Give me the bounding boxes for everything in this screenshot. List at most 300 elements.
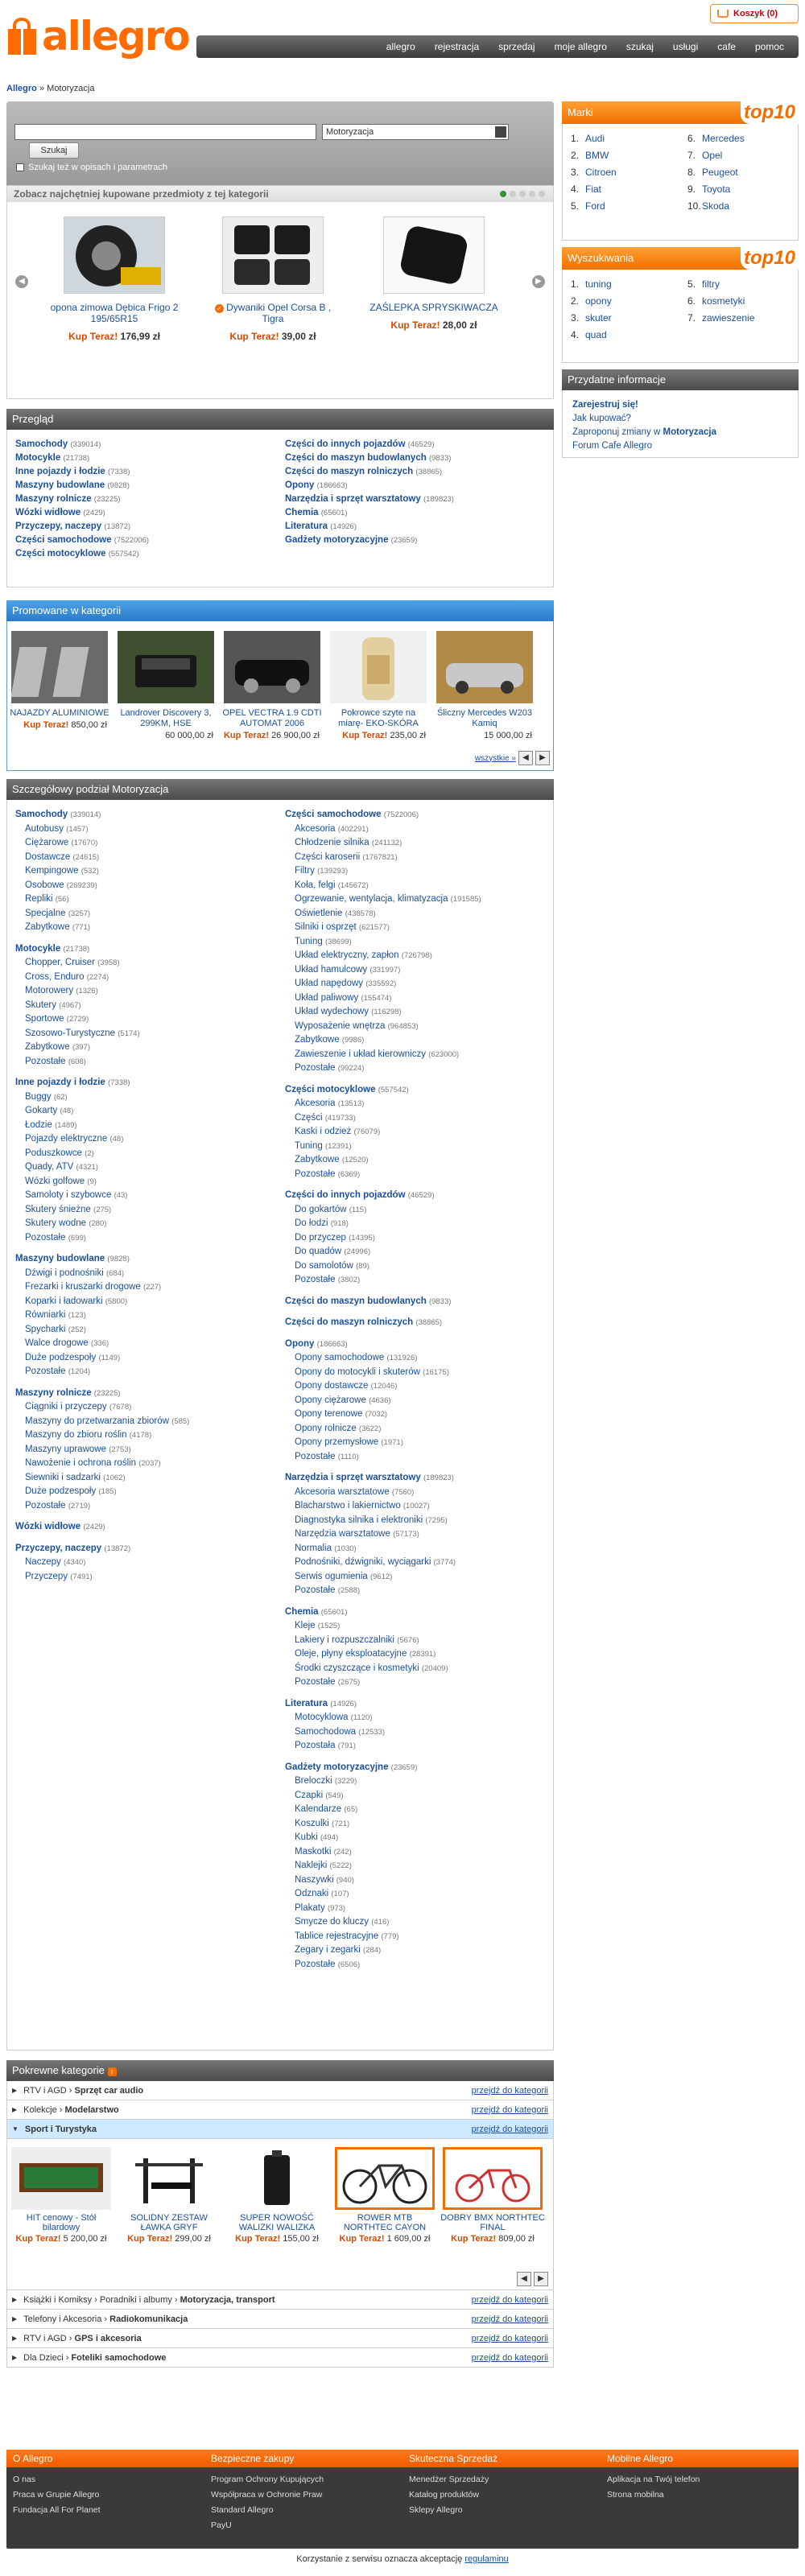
detail-category-link[interactable]: Maszyny rolnicze (23225)	[15, 1387, 121, 1398]
detail-subcategory-link[interactable]: Normalia (1030)	[295, 1543, 357, 1553]
detail-category-link[interactable]: Chemia (65601)	[285, 1606, 348, 1617]
detail-subcategory-link[interactable]: Samochodowa (12533)	[295, 1726, 386, 1737]
footer-link[interactable]: Program Ochrony Kupujących	[211, 2475, 324, 2484]
detail-subcategory-link[interactable]: Koła, felgi (145672)	[295, 880, 369, 890]
detail-subcategory-link[interactable]: Kaski i odzież (76079)	[295, 1127, 381, 1136]
detail-group	[285, 808, 551, 1076]
buy-now-label: Kup Teraz!	[68, 331, 118, 342]
nav-allegro[interactable]: allegro	[386, 41, 415, 52]
detail-subcategory-link[interactable]: Quady, ATV (4321)	[25, 1162, 98, 1172]
detail-subcategory-link[interactable]: Naklejki (5222)	[295, 1861, 352, 1870]
detail-subcategory-link[interactable]: Kubki (494)	[295, 1832, 339, 1842]
detail-subcategory-link[interactable]: Sportowe (2729)	[25, 1014, 89, 1024]
detail-subcategory-link[interactable]: Pozostałe (3802)	[295, 1275, 361, 1284]
detail-subcategory-link[interactable]: Do gokartów (115)	[295, 1204, 367, 1214]
top10-badge: top10	[741, 247, 799, 270]
product-image-washer-cap[interactable]	[383, 216, 485, 294]
detail-subcategory-link[interactable]: Maskotki (242)	[295, 1846, 352, 1857]
top-search-item[interactable]: 2. opony	[571, 295, 612, 307]
detail-subcategory-link[interactable]: Spycharki (252)	[25, 1324, 86, 1334]
detail-subcategory-link[interactable]: Skutery śnieżne (275)	[25, 1204, 112, 1214]
sport-item[interactable]	[225, 2147, 329, 2244]
footer-link[interactable]: PayU	[211, 2520, 232, 2530]
promo-pager	[475, 751, 550, 765]
image-bmx-bike[interactable]	[443, 2147, 543, 2210]
overview-link[interactable]: Narzędzia i sprzęt warsztatowy (189823)	[285, 494, 454, 504]
product-price: 176,99 zł	[120, 331, 160, 342]
footer-heading: Skuteczna Sprzedaż	[409, 2453, 498, 2464]
detail-subcategory-link[interactable]: Kalendarze (65)	[295, 1804, 358, 1814]
nav-szukaj[interactable]: szukaj	[625, 41, 654, 52]
nav-sprzedaj[interactable]: sprzedaj	[498, 41, 535, 52]
footer-link[interactable]: Aplikacja na Twój telefon	[607, 2475, 700, 2484]
promo-image-ramps[interactable]	[11, 631, 108, 703]
top-search-item[interactable]: 7. zawieszenie	[687, 312, 755, 324]
detail-category-link[interactable]: Przyczepy, naczepy (13872)	[15, 1543, 131, 1553]
detail-subcategory-link[interactable]: Blacharstwo i lakiernictwo (10027)	[295, 1501, 430, 1511]
top-search-item[interactable]: 3. skuter	[571, 312, 612, 324]
buy-now-label: Kup Teraz!	[15, 2234, 61, 2244]
detail-subcategory-link[interactable]: Duże podzespoły (185)	[25, 1486, 117, 1496]
overview-link[interactable]: Samochody (339014)	[15, 439, 101, 449]
next-button[interactable]: ▶	[534, 2272, 548, 2286]
product-name-row[interactable]	[204, 302, 341, 324]
detail-subcategory-link[interactable]: Pozostałe (608)	[25, 1056, 86, 1066]
detail-subcategory-link[interactable]: Pozostała (791)	[295, 1741, 356, 1750]
detail-subcategory-link[interactable]: Pozostałe (6506)	[295, 1959, 361, 1969]
related-row[interactable]: ▶ Telefony i Akcesoria › Radiokomunikacja przejdź do kategorii	[6, 2310, 554, 2329]
detail-subcategory-link[interactable]: Równiarki (123)	[25, 1310, 86, 1320]
detail-category-link[interactable]: Opony (186663)	[285, 1338, 348, 1349]
carousel-next-button[interactable]: ▶	[532, 275, 545, 288]
overview-link[interactable]: Opony (186663)	[285, 480, 348, 490]
detail-subcategory-link[interactable]: Układ wydechowy (116298)	[295, 1007, 402, 1016]
footer-link[interactable]: Standard Allegro	[211, 2505, 274, 2515]
promo-name[interactable]: NAJAZDY ALUMINIOWE	[10, 708, 109, 718]
sport-name[interactable]: SUPER NOWOŚĆ WALIZKI WALIZKA	[238, 2213, 316, 2232]
detail-subcategory-link[interactable]: Ciągniki i przyczepy (7678)	[25, 1402, 132, 1412]
top-brand-item[interactable]: 10.Skoda	[687, 200, 730, 212]
nav-uslugi[interactable]: usługi	[672, 41, 699, 52]
detail-subcategory-link[interactable]: Repliki (56)	[25, 894, 69, 904]
top-search-item[interactable]: 5. filtry	[687, 278, 720, 290]
register-link[interactable]: Zarejestruj się!	[572, 400, 638, 410]
detail-subcategory-link[interactable]: Maszyny do zbioru roślin (4178)	[25, 1430, 152, 1440]
detail-subcategory-link[interactable]: Zabytkowe (397)	[25, 1042, 90, 1052]
carousel-dot[interactable]	[529, 191, 535, 197]
footer-link[interactable]: O nas	[13, 2475, 36, 2484]
related-row[interactable]: ▶ RTV i AGD › Sprzęt car audio przejdź do kategorii	[6, 2081, 554, 2100]
go-to-category-link[interactable]: przejdź do kategorii	[471, 2333, 548, 2343]
detail-subcategory-link[interactable]: Motocyklowa (1120)	[295, 1713, 373, 1722]
sport-name[interactable]: SOLIDNY ZESTAW ŁAWKA GRYF	[130, 2213, 208, 2232]
detail-category-link[interactable]: Maszyny budowlane (9828)	[15, 1254, 130, 1263]
detail-subcategory-link[interactable]: Dostawcze (24615)	[25, 851, 100, 862]
promoted-item[interactable]	[434, 631, 535, 740]
related-row[interactable]: ▶ Książki i Komiksy › Poradniki i albumy › Motoryzacja, transport przejdź do kategorii	[6, 2290, 554, 2310]
promo-image-seat-covers[interactable]	[330, 631, 427, 703]
detail-subcategory-link[interactable]: Łodzie (1489)	[25, 1119, 77, 1130]
detail-subcategory-link[interactable]: Opony rolnicze (3622)	[295, 1423, 382, 1433]
top-brand-item[interactable]: 6. Mercedes	[687, 133, 745, 144]
bestseller-item[interactable]	[204, 216, 341, 342]
footer-link[interactable]: Współpraca w Ochronie Praw	[211, 2490, 323, 2500]
detail-subcategory-link[interactable]: Tuning (12391)	[295, 1140, 352, 1151]
overview-link[interactable]: Chemia (65601)	[285, 508, 348, 517]
buy-now-label: Kup Teraz!	[390, 319, 440, 331]
detail-category-link[interactable]: Części do innych pojazdów (46529)	[285, 1190, 435, 1200]
detail-category-link[interactable]: Narzędzia i sprzęt warsztatowy (189823)	[285, 1473, 454, 1482]
terms-link[interactable]: regulaminu	[464, 2554, 509, 2564]
detail-subcategory-link[interactable]: Pozostałe (1110)	[295, 1451, 359, 1461]
overview-link[interactable]: Literatura (14926)	[285, 521, 357, 531]
detail-subcategory-link[interactable]: Do łodzi (918)	[295, 1218, 349, 1228]
overview-link[interactable]: Motocykle (21738)	[15, 453, 90, 463]
detail-subcategory-link[interactable]: Do przyczep (14395)	[295, 1232, 375, 1243]
detail-subcategory-link[interactable]: Pozostałe (2719)	[25, 1500, 91, 1511]
bestseller-item[interactable]	[365, 216, 502, 331]
detail-category-link[interactable]: Części samochodowe (7522006)	[285, 810, 419, 819]
detail-subcategory-link[interactable]: Akcesoria warsztatowe (7560)	[295, 1486, 415, 1497]
detail-subcategory-link[interactable]: Lakiery i rozpuszczalniki (5676)	[295, 1634, 419, 1645]
top-search-item[interactable]: 6. kosmetyki	[687, 295, 745, 307]
detail-subcategory-link[interactable]: Walce drogowe (336)	[25, 1338, 109, 1348]
chevron-down-icon	[495, 126, 506, 138]
detail-category-link[interactable]: Części do maszyn rolniczych (38865)	[285, 1317, 443, 1327]
detail-subcategory-link[interactable]: Diagnostyka silnika i elektroniki (7295)	[295, 1515, 448, 1525]
overview-link[interactable]: Maszyny rolnicze (23225)	[15, 494, 121, 504]
footer-link[interactable]: Strona mobilna	[607, 2490, 664, 2500]
sport-name[interactable]: DOBRY BMX NORTHTEC FINAL	[440, 2213, 545, 2232]
go-to-category-link[interactable]: przejdź do kategorii	[471, 2085, 548, 2096]
overview-link[interactable]: Części do maszyn rolniczych (38865)	[285, 467, 443, 476]
logo-text: allegro	[42, 13, 189, 60]
carousel-dot[interactable]	[500, 191, 506, 197]
detail-subcategory-link[interactable]: Dźwigi i podnośniki (684)	[25, 1267, 125, 1278]
promoted-item[interactable]	[9, 631, 110, 730]
suggest-changes-link[interactable]: Zaproponuj zmiany w	[572, 427, 661, 437]
top-brand-item[interactable]: 1. Audi	[571, 133, 605, 144]
collapse-icon[interactable]: ▼	[12, 2125, 19, 2133]
overview-link[interactable]: Części do innych pojazdów (46529)	[285, 439, 435, 449]
detail-subcategory-link[interactable]: Pozostałe (699)	[25, 1232, 86, 1243]
detail-subcategory-link[interactable]: Układ napędowy (335592)	[295, 979, 397, 988]
overview-link[interactable]: Gadżety motoryzacyjne (23659)	[285, 535, 418, 545]
detail-subcategory-link[interactable]: Szosowo-Turystyczne (5174)	[25, 1028, 140, 1038]
detail-subcategory-link[interactable]: Breloczki (3229)	[295, 1776, 357, 1786]
detail-subcategory-link[interactable]: Opony do motocykli i skuterów (16175)	[295, 1366, 449, 1377]
top-brand-item[interactable]: 2. BMW	[571, 150, 609, 161]
promo-name[interactable]: Śliczny Mercedes W203 Kamiq	[437, 708, 532, 728]
detail-subcategory-link[interactable]: Skutery (4967)	[25, 999, 81, 1010]
go-to-category-link[interactable]: przejdź do kategorii	[471, 2314, 548, 2324]
detail-subcategory-link[interactable]: Filtry (139293)	[295, 866, 349, 876]
promo-image-landrover[interactable]	[118, 631, 214, 703]
nav-cafe[interactable]: cafe	[717, 41, 736, 52]
product-name[interactable]: ZAŚLEPKA SPRYSKIWACZA	[369, 302, 498, 313]
nav-moje-allegro[interactable]: moje allegro	[554, 41, 607, 52]
detail-subcategory-link[interactable]: Pozostałe (1204)	[25, 1366, 91, 1376]
forum-link[interactable]: Forum Cafe Allegro	[572, 441, 653, 451]
promoted-item[interactable]	[221, 631, 323, 740]
detail-subcategory-link[interactable]: Tuning (38699)	[295, 936, 352, 946]
detail-category-link[interactable]: Inne pojazdy i łodzie (7338)	[15, 1078, 130, 1087]
detail-subcategory-link[interactable]: Narzędzia warsztatowe (57173)	[295, 1529, 419, 1539]
promoted-item[interactable]	[328, 631, 429, 740]
detail-subcategory-link[interactable]: Naczepy (4340)	[25, 1557, 86, 1567]
detail-group	[15, 1076, 281, 1245]
detail-subcategory-link[interactable]: Gokarty (48)	[25, 1106, 74, 1115]
detail-subcategory-link[interactable]: Autobusy (1457)	[25, 823, 89, 834]
detail-subcategory-link[interactable]: Tablice rejestracyjne (779)	[295, 1931, 399, 1941]
related-categories	[6, 2060, 554, 2368]
top-brand-item[interactable]: 4. Fiat	[571, 183, 602, 195]
product-name[interactable]: opona zimowa Dębica Frigo 2 195/65R15	[50, 302, 179, 324]
detail-subcategory-link[interactable]: Oświetlenie (438578)	[295, 908, 376, 918]
detail-subcategory-link[interactable]: Samoloty i szybowce (43)	[25, 1190, 128, 1200]
detail-subcategory-link[interactable]: Oleje, płyny eksploatacyjne (28391)	[295, 1649, 436, 1659]
detail-subcategory-link[interactable]: Koparki i ładowarki (5800)	[25, 1296, 128, 1306]
detail-subcategory-link[interactable]: Układ hamulcowy (331997)	[295, 964, 401, 975]
detail-subcategory-link[interactable]: Opony ciężarowe (4636)	[295, 1395, 391, 1405]
footer-heading: Bezpieczne zakupy	[211, 2453, 295, 2464]
detail-category-link[interactable]: Części motocyklowe (557542)	[285, 1084, 409, 1094]
top-brand-item[interactable]: 7. Opel	[687, 150, 723, 161]
detail-subcategory-link[interactable]: Plakaty (973)	[295, 1902, 346, 1913]
sport-name[interactable]: ROWER MTB NORTHTEC CAYON	[343, 2213, 427, 2232]
expand-icon[interactable]: ▶	[12, 2354, 18, 2361]
detail-subcategory-link[interactable]: Zawieszenie i układ kierowniczy (623000)	[295, 1049, 460, 1059]
search-descriptions-checkbox[interactable]	[16, 163, 167, 172]
sport-item[interactable]	[9, 2147, 114, 2244]
footer-link[interactable]: Fundacja All For Planet	[13, 2505, 101, 2515]
promo-image-opel[interactable]	[224, 631, 320, 703]
detail-subcategory-link[interactable]: Wyposażenie wnętrza (964853)	[295, 1020, 419, 1031]
buy-now-label: Kup Teraz!	[451, 2234, 497, 2244]
detail-subcategory-link[interactable]: Specjalne (3257)	[25, 908, 91, 918]
breadcrumb-root[interactable]: Allegro	[6, 84, 37, 93]
detail-subcategory-link[interactable]: Zabytkowe (12520)	[295, 1155, 369, 1164]
detail-category-link[interactable]: Gadżety motoryzacyjne (23659)	[285, 1762, 418, 1772]
nav-rejestracja[interactable]: rejestracja	[434, 41, 480, 52]
sport-item[interactable]	[440, 2147, 545, 2244]
go-to-category-link[interactable]: przejdź do kategorii	[471, 2124, 548, 2134]
detail-subcategory-link[interactable]: Silniki i osprzęt (621577)	[295, 922, 390, 932]
detail-subcategory-link[interactable]: Poduszkowce (2)	[25, 1148, 94, 1158]
promo-image-mercedes[interactable]	[436, 631, 533, 703]
footer-link[interactable]: Menedżer Sprzedaży	[409, 2475, 489, 2484]
detail-subcategory-link[interactable]: Pozostałe (6369)	[295, 1168, 361, 1179]
promo-name[interactable]: Pokrowce szyte na miarę- EKO-SKÓRA	[338, 708, 419, 728]
detail-subcategory-link[interactable]: Chłodzenie silnika (241132)	[295, 838, 402, 847]
detail-category-link[interactable]: Literatura (14926)	[285, 1698, 357, 1708]
detail-subcategory-link[interactable]: Opony przemysłowe (1971)	[295, 1437, 403, 1447]
top-brands-title: Marki	[568, 106, 593, 118]
detail-subcategory-link[interactable]: Zabytkowe (9986)	[295, 1035, 365, 1045]
detail-subcategory-link[interactable]: Motorowery (1326)	[25, 986, 98, 995]
carousel-dot[interactable]	[519, 191, 526, 197]
detail-subcategory-link[interactable]: Frezarki i kruszarki drogowe (227)	[25, 1282, 162, 1292]
detail-subcategory-link[interactable]: Buggy (62)	[25, 1091, 68, 1102]
detail-subcategory-link[interactable]: Akcesoria (402291)	[295, 823, 369, 834]
bestseller-item[interactable]	[46, 216, 183, 342]
detail-subcategory-link[interactable]: Cross, Enduro (2274)	[25, 971, 109, 982]
footer-link[interactable]: Katalog produktów	[409, 2490, 479, 2500]
detail-subcategory-link[interactable]: Siewniki i sadzarki (1062)	[25, 1472, 126, 1482]
detail-subcategory-link[interactable]: Odznaki (107)	[295, 1889, 349, 1898]
allegro-logo[interactable]	[6, 13, 189, 60]
detail-subcategory-link[interactable]: Pozostałe (99224)	[295, 1063, 365, 1073]
detail-subcategory-link[interactable]: Maszyny do przetwarzania zbiorów (585)	[25, 1416, 190, 1426]
detail-subcategory-link[interactable]: Do quadów (24996)	[295, 1247, 371, 1256]
promo-price: 850,00 zł	[71, 720, 107, 730]
sport-item[interactable]	[117, 2147, 221, 2244]
overview-link[interactable]: Części motocyklowe (557542)	[15, 549, 139, 558]
detail-subcategory-link[interactable]: Koszulki (721)	[295, 1818, 350, 1828]
detail-subcategory-link[interactable]: Duże podzespoły (1149)	[25, 1352, 121, 1362]
detail-group	[15, 1520, 281, 1535]
overview-link[interactable]: Wózki widłowe (2429)	[15, 508, 105, 517]
detail-subcategory-link[interactable]: Nawożenie i ochrona roślin (2037)	[25, 1458, 161, 1468]
detail-subcategory-link[interactable]: Układ elektryczny, zapłon (726798)	[295, 950, 432, 960]
top-brand-item[interactable]: 9. Toyota	[687, 183, 731, 195]
nav-pomoc[interactable]: pomoc	[754, 41, 784, 52]
search-input[interactable]	[14, 124, 316, 140]
next-button[interactable]: ▶	[535, 751, 550, 765]
detail-group	[285, 1316, 551, 1330]
image-billiard-table[interactable]	[11, 2147, 111, 2210]
expand-icon[interactable]: ▶	[12, 2335, 18, 2342]
footer-link[interactable]: Sklepy Allegro	[409, 2505, 463, 2515]
detail-group	[285, 1337, 551, 1465]
overview-link[interactable]: Przyczepy, naczepy (13872)	[15, 521, 131, 531]
detail-group	[15, 1252, 281, 1379]
cart-button[interactable]	[710, 4, 799, 23]
promo-name[interactable]: Landrover Discovery 3, 299KM, HSE	[120, 708, 212, 728]
expand-icon[interactable]: ▶	[12, 2315, 18, 2323]
image-suitcase[interactable]	[227, 2147, 327, 2210]
detail-subcategory-link[interactable]: Opony terenowe (7032)	[295, 1409, 388, 1419]
prev-button[interactable]: ◀	[518, 751, 533, 765]
detail-subcategory-link[interactable]: Serwis ogumienia (9612)	[295, 1571, 393, 1581]
carousel-prev-button[interactable]: ◀	[15, 275, 28, 288]
detail-subcategory-link[interactable]: Zegary i zegarki (284)	[295, 1945, 382, 1955]
detail-subcategory-link[interactable]: Części (419733)	[295, 1112, 356, 1123]
overview-link[interactable]: Części do maszyn budowlanych (9833)	[285, 453, 452, 463]
detail-subcategory-link[interactable]: Ciężarowe (17670)	[25, 838, 98, 847]
suggest-changes-category[interactable]: Motoryzacja	[663, 427, 716, 437]
product-image-floor-mats[interactable]	[222, 216, 324, 294]
overview-link[interactable]: Maszyny budowlane (9828)	[15, 480, 130, 490]
detail-subcategory-link[interactable]: Pozostałe (2588)	[295, 1585, 361, 1595]
expand-icon[interactable]: ▶	[12, 2296, 18, 2303]
top-brand-item[interactable]: 5. Ford	[571, 200, 605, 212]
detail-subcategory-link[interactable]: Do samolotów (89)	[295, 1260, 369, 1271]
detail-subcategory-link[interactable]: Naszywki (940)	[295, 1874, 354, 1885]
top-search-item[interactable]: 1. tuning	[571, 278, 612, 290]
detail-category-link[interactable]: Motocykle (21738)	[15, 943, 90, 954]
detail-subcategory-link[interactable]: Ogrzewanie, wentylacja, klimatyzacja (191585)	[295, 894, 481, 904]
detail-group	[285, 1295, 551, 1309]
detail-subcategory-link[interactable]: Środki czyszczące i kosmetyki (20409)	[295, 1663, 448, 1673]
category-select[interactable]	[322, 124, 509, 140]
top-brand-item[interactable]: 3. Citroen	[571, 167, 617, 178]
sport-name[interactable]: HIT cenowy - Stół bilardowy	[26, 2213, 97, 2232]
go-to-category-link[interactable]: przejdź do kategorii	[471, 2104, 548, 2115]
expand-icon[interactable]: ▶	[12, 2087, 18, 2094]
detail-subcategory-link[interactable]: Podnośniki, dźwigniki, wyciągarki (3774)	[295, 1557, 456, 1567]
detail-subcategory-link[interactable]: Czapki (549)	[295, 1790, 344, 1800]
right-column	[562, 101, 799, 458]
detail-subcategory-link[interactable]: Opony samochodowe (131926)	[295, 1353, 418, 1362]
useful-info	[562, 369, 799, 458]
detail-left-column	[15, 808, 281, 1591]
detail-subcategory-link[interactable]: Pojazdy elektryczne (48)	[25, 1134, 124, 1144]
related-row[interactable]: ▶ RTV i AGD › GPS i akcesoria przejdź do kategorii	[6, 2329, 554, 2348]
overview-link[interactable]: Inne pojazdy i łodzie (7338)	[15, 467, 130, 476]
detail-subcategory-link[interactable]: Akcesoria (13513)	[295, 1098, 365, 1108]
carousel-dot[interactable]	[510, 191, 516, 197]
detail-subcategory-link[interactable]: Chopper, Cruiser (3958)	[25, 958, 120, 967]
overview-title: Przegląd	[6, 409, 554, 430]
detail-subcategory-link[interactable]: Zabytkowe (771)	[25, 922, 90, 932]
see-all-link[interactable]: wszystkie »	[474, 753, 516, 763]
image-weight-bench[interactable]	[119, 2147, 219, 2210]
carousel-dot[interactable]	[539, 191, 545, 197]
product-image-tire[interactable]	[64, 216, 165, 294]
detail-group	[15, 942, 281, 1070]
detail-subcategory-link[interactable]: Skutery wodne (280)	[25, 1218, 107, 1228]
promo-price: 235,00 zł	[390, 731, 426, 740]
overview-link[interactable]: Części samochodowe (7522006)	[15, 535, 150, 545]
related-row[interactable]: ▶ Kolekcje › Modelarstwo przejdź do kategorii	[6, 2100, 554, 2120]
footer-link[interactable]: Praca w Grupie Allegro	[13, 2490, 100, 2500]
prev-button[interactable]: ◀	[517, 2272, 531, 2286]
overview-left-list	[15, 438, 149, 561]
promo-name[interactable]: OPEL VECTRA 1.9 CDTI AUTOMAT 2006	[222, 708, 322, 728]
detail-subcategory-link[interactable]: Maszyny uprawowe (2753)	[25, 1444, 131, 1454]
detail-subcategory-link[interactable]: Części karoserii (1767821)	[295, 851, 398, 862]
related-row-active[interactable]: ▼ Sport i Turystyka przejdź do kategorii	[6, 2120, 554, 2139]
detail-subcategory-link[interactable]: Układ paliwowy (155474)	[295, 992, 392, 1003]
detail-subcategory-link[interactable]: Kempingowe (532)	[25, 866, 99, 876]
how-to-buy-link[interactable]: Jak kupować?	[572, 414, 631, 423]
related-row[interactable]: ▶ Dla Dzieci › Foteliki samochodowe przejdź do kategorii	[6, 2348, 554, 2368]
overview-right-list	[285, 438, 454, 547]
search-button[interactable]: Szukaj	[29, 142, 79, 159]
top-search-item[interactable]: 4. quad	[571, 329, 607, 340]
image-mtb-bike[interactable]	[335, 2147, 435, 2210]
product-name: Dywaniki Opel Corsa B , Tigra	[226, 302, 332, 324]
go-to-category-link[interactable]: przejdź do kategorii	[471, 2352, 548, 2363]
detail-category-link[interactable]: Wózki widłowe (2429)	[15, 1522, 105, 1531]
detail-subcategory-link[interactable]: Osobowe (269239)	[25, 880, 97, 890]
detail-subcategory-link[interactable]: Smycze do kluczy (416)	[295, 1917, 390, 1927]
sport-item[interactable]	[332, 2147, 437, 2244]
expand-icon[interactable]: ▶	[12, 2106, 18, 2113]
bestsellers-carousel	[6, 185, 554, 399]
detail-subcategory-link[interactable]: Opony dostawcze (12046)	[295, 1381, 398, 1391]
detail-subcategory-link[interactable]: Pozostałe (2675)	[295, 1677, 361, 1687]
go-to-category-link[interactable]: przejdź do kategorii	[471, 2294, 548, 2305]
detail-subcategory-link[interactable]: Kleje (1525)	[295, 1621, 341, 1630]
detail-subcategory-link[interactable]: Wózki golfowe (9)	[25, 1176, 97, 1186]
detail-category-link[interactable]: Części do maszyn budowlanych (9833)	[285, 1296, 452, 1306]
detail-subcategory-link[interactable]: Przyczepy (7491)	[25, 1571, 93, 1581]
detail-category-link[interactable]: Samochody (339014)	[15, 810, 101, 819]
promoted-item[interactable]	[115, 631, 217, 740]
top-brand-item[interactable]: 8. Peugeot	[687, 167, 738, 178]
